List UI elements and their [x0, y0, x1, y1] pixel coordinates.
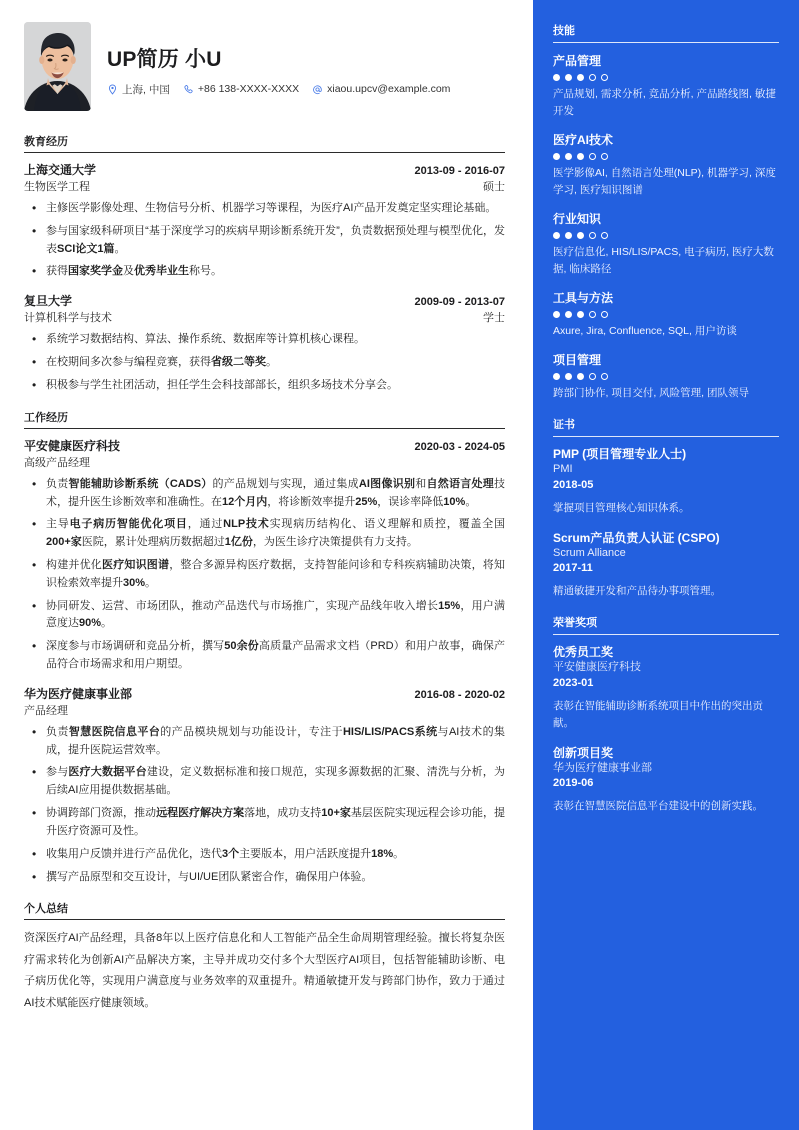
phone-icon: [183, 84, 194, 95]
awards-section: [553, 614, 779, 815]
skill-dot: [601, 311, 608, 318]
skill-level-dots: [553, 74, 779, 81]
skill-dot: [601, 74, 608, 81]
education-entry-subheader: [24, 309, 505, 325]
skill-dot: [577, 153, 584, 160]
skill-dot: [553, 311, 560, 318]
contact-email-text: xiaou.upcv@example.com: [327, 83, 451, 95]
certificate-date: 2017-11: [553, 562, 593, 575]
list-item: • 参与国家级科研项目“基于深度学习的疾病早期诊断系统开发”，负责数据预处理与模型优化，发表SCI论文1篇。: [24, 223, 505, 259]
award-issuer: 华为医疗健康事业部: [553, 761, 652, 774]
work-bullets: [24, 476, 505, 674]
work-date: 2020-03 - 2024-05: [414, 440, 505, 453]
work-entry-header: [24, 437, 505, 454]
skill-name: 行业知识: [553, 212, 602, 226]
section-title-awards: 荣誉奖项: [553, 614, 779, 635]
list-item: • 积极参与学生社团活动，担任学生会科技部部长，组织多场技术分享会。: [24, 377, 505, 395]
work-entry: [24, 437, 505, 674]
award-date: 2019-06: [553, 777, 594, 790]
skill-dot: [577, 232, 584, 239]
education-school: 上海交通大学: [24, 163, 97, 177]
list-item: • 协调跨部门资源，推动远程医疗解决方案落地，成功支持10+家基层医院实现远程会诊功能，提升医疗资源可及性。: [24, 805, 505, 841]
skill-group: [553, 52, 779, 120]
list-item: • 深度参与市场调研和竞品分析，撰写50余份高质量产品需求文档（PRD）和用户故事，确保产品符合市场需求和用户期望。: [24, 638, 505, 674]
email-at-icon: [312, 84, 323, 95]
education-major: 计算机科学与技术: [24, 312, 112, 325]
summary-section: [24, 900, 505, 1014]
education-degree: 硕士: [483, 181, 505, 193]
work-company: 华为医疗健康事业部: [24, 686, 133, 701]
education-entry: [24, 161, 505, 281]
education-major: 生物医学工程: [24, 181, 90, 193]
award-name: 创新项目奖: [553, 745, 614, 760]
certificate-item: [553, 530, 779, 601]
education-date: 2013-09 - 2016-07: [414, 165, 505, 177]
skill-name: 工具与方法: [553, 291, 614, 305]
award-date: 2023-01: [553, 676, 594, 689]
work-entry: [24, 685, 505, 887]
award-name: 优秀员工奖: [553, 645, 614, 660]
skill-dot: [553, 153, 560, 160]
education-bullets: [24, 200, 505, 281]
list-item: • 主导电子病历智能优化项目，通过NLP技术实现病历结构化、语义理解和质控，覆盖全国200+家医院，累计处理病历数据超过1亿份，为医生诊疗决策提供有力支持。: [24, 516, 505, 552]
contact-location: [107, 82, 170, 97]
education-school: 复旦大学: [24, 294, 73, 309]
list-item: • 参与医疗大数据平台建设，定义数据标准和接口规范，实现多源数据的汇聚、清洗与分析，为后续AI应用提供数据基础。: [24, 764, 505, 800]
header-text: [107, 37, 459, 97]
list-item: • 协同研发、运营、市场团队，推动产品迭代与市场推广，实现产品线年收入增长15%，用户满意度达90%。: [24, 598, 505, 634]
skill-name: 医疗AI技术: [553, 133, 614, 147]
skill-dot: [601, 153, 608, 160]
skill-dot: [565, 373, 572, 380]
skill-dot: [553, 232, 560, 239]
certificate-description: 精通敏捷开发和产品待办事项管理。: [553, 585, 721, 598]
education-bullets: [24, 331, 505, 394]
skill-level-dots: [553, 232, 779, 239]
skill-group: [553, 289, 779, 340]
award-item: [553, 644, 779, 732]
skill-group: [553, 131, 779, 199]
list-item: • 收集用户反馈并进行产品优化，迭代3个主要版本，用户活跃度提升18%。: [24, 846, 505, 864]
sidebar: [533, 0, 799, 1130]
work-role: 产品经理: [24, 704, 68, 717]
certificate-name: Scrum产品负责人认证 (CSPO): [553, 530, 720, 545]
skill-dot: [577, 74, 584, 81]
contact-phone-text: +86 138-XXXX-XXXX: [197, 83, 300, 95]
skill-dot: [589, 153, 596, 160]
skill-dot: [589, 311, 596, 318]
section-title-skills: 技能: [553, 22, 779, 43]
certificate-item: [553, 446, 779, 517]
page-title: UP简历 小U: [107, 47, 222, 71]
education-entry-header: [24, 292, 505, 309]
list-item: • 在校期间多次参与编程竞赛，获得省级二等奖。: [24, 354, 505, 372]
skill-dot: [553, 74, 560, 81]
skill-group: [553, 210, 779, 278]
skill-level-dots: [553, 373, 779, 380]
list-item: • 获得国家奖学金及优秀毕业生称号。: [24, 263, 505, 281]
skill-name: 项目管理: [553, 353, 602, 367]
work-bullets: [24, 724, 505, 887]
skill-dot: [565, 153, 572, 160]
education-section: [24, 133, 505, 395]
work-section: [24, 409, 505, 887]
list-item: • 主修医学影像处理、生物信号分析、机器学习等课程，为医疗AI产品开发奠定坚实理论基础。: [24, 200, 505, 218]
list-item: • 系统学习数据结构、算法、操作系统、数据库等计算机核心课程。: [24, 331, 505, 349]
education-entry-header: [24, 161, 505, 178]
skill-dot: [577, 373, 584, 380]
award-issuer: 平安健康医疗科技: [553, 661, 641, 674]
list-item: • 构建并优化医疗知识图谱，整合多源异构医疗数据，支持智能问诊和专科疾病辅助决策，将知识检索效率提升30%。: [24, 557, 505, 593]
education-entry: [24, 292, 505, 394]
section-title-work: 工作经历: [24, 409, 505, 429]
list-item: • 负责智能辅助诊断系统（CADS）的产品规划与实现，通过集成AI图像识别和自然语言处理技术，提升医生诊断效率和准确性。在12个月内，将诊断效率提升25%，误诊率降低10%。: [24, 476, 505, 512]
certificate-date: 2018-05: [553, 478, 594, 491]
skill-keywords: 医学影像AI, 自然语言处理(NLP), 机器学习, 深度学习, 医疗知识图谱: [553, 167, 776, 196]
skill-keywords: 医疗信息化, HIS/LIS/PACS, 电子病历, 医疗大数据, 临床路径: [553, 246, 774, 275]
skill-keywords: Axure, Jira, Confluence, SQL, 用户访谈: [553, 325, 737, 337]
certificates-section: [553, 416, 779, 600]
work-role: 高级产品经理: [24, 456, 90, 469]
contact-list: [107, 82, 459, 97]
skill-keywords: 跨部门协作, 项目交付, 风险管理, 团队领导: [553, 387, 750, 399]
skill-name: 产品管理: [553, 54, 602, 68]
skill-dot: [565, 232, 572, 239]
contact-email: [312, 83, 450, 95]
certificate-description: 掌握项目管理核心知识体系。: [553, 501, 690, 514]
skill-dot: [601, 232, 608, 239]
contact-location-text: 上海, 中国: [122, 83, 170, 96]
contact-phone: [183, 83, 299, 95]
certificate-issuer: Scrum Alliance: [553, 546, 626, 559]
work-date: 2016-08 - 2020-02: [414, 688, 505, 701]
skill-dot: [553, 373, 560, 380]
certificate-issuer: PMI: [553, 463, 573, 476]
section-title-summary: 个人总结: [24, 900, 505, 920]
avatar: [24, 22, 91, 111]
skill-dot: [589, 373, 596, 380]
certificate-name: PMP (项目管理专业人士): [553, 447, 687, 461]
skill-dot: [565, 311, 572, 318]
section-title-education: 教育经历: [24, 133, 505, 153]
section-title-certificates: 证书: [553, 416, 779, 437]
award-item: [553, 745, 779, 816]
skill-dot: [577, 311, 584, 318]
skill-keywords: 产品规划, 需求分析, 竞品分析, 产品路线图, 敏捷开发: [553, 88, 776, 117]
skill-dot: [601, 373, 608, 380]
work-company: 平安健康医疗科技: [24, 438, 121, 453]
skill-dot: [589, 74, 596, 81]
education-entry-subheader: [24, 178, 505, 194]
resume-header: [24, 22, 505, 111]
location-pin-icon: [107, 84, 118, 95]
skill-dot: [565, 74, 572, 81]
award-description: 表彰在智能辅助诊断系统项目中作出的突出贡献。: [553, 699, 763, 729]
work-entry-header: [24, 685, 505, 702]
skill-group: [553, 351, 779, 402]
award-description: 表彰在智慧医院信息平台建设中的创新实践。: [553, 800, 763, 813]
education-date: 2009-09 - 2013-07: [414, 296, 505, 309]
skills-section: [553, 22, 779, 402]
summary-text: 资深医疗AI产品经理，具备8年以上医疗信息化和人工智能产品全生命周期管理经验。擅长将复杂医疗需求转化为创新AI产品解决方案，主导并成功交付多个大型医疗AI项目，包括智能辅助诊断、电子病历优化等，实现用户满意度与业务效率的双重提升。精通敏捷开发与跨部门协作，致力于通过AI技术赋能医疗健康领域。: [24, 932, 505, 1009]
skill-level-dots: [553, 153, 779, 160]
list-item: • 负责智慧医院信息平台的产品模块规划与功能设计，专注于HIS/LIS/PACS系统与AI技术的集成，提升医院运营效率。: [24, 724, 505, 760]
education-degree: 学士: [483, 312, 505, 325]
list-item: • 撰写产品原型和交互设计，与UI/UE团队紧密合作，确保用户体验。: [24, 869, 505, 887]
skill-level-dots: [553, 311, 779, 318]
skill-dot: [589, 232, 596, 239]
